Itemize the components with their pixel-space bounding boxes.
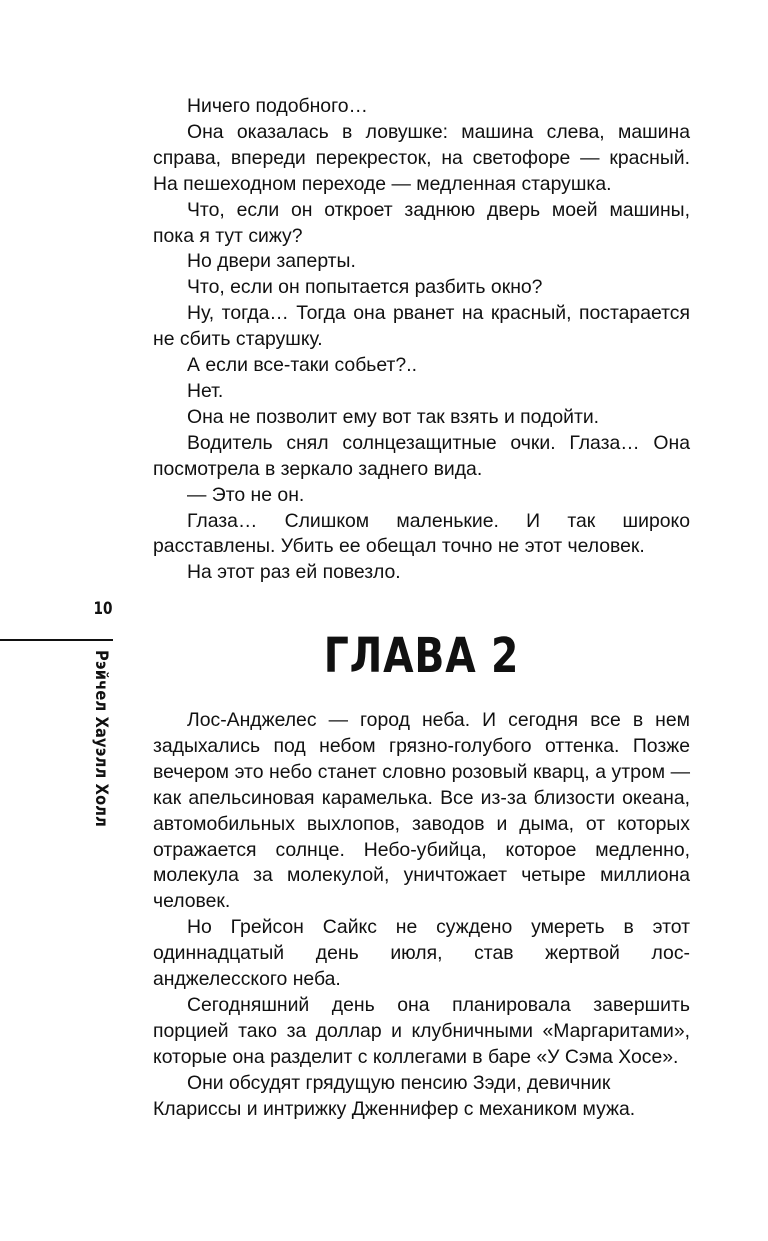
paragraph: На этот раз ей повезло. <box>187 561 401 584</box>
paragraph: Сегодняшний день она планировала завершить порцией тако за доллар и клубничными «Маргаритами», которые она разделит с коллегами в баре «У Сэма Хосе». <box>153 993 690 1068</box>
text-block-top <box>153 94 690 586</box>
text-block-chapter <box>153 708 690 1123</box>
paragraph: А если все-таки собьет?.. <box>187 354 417 377</box>
page-number: 10 <box>93 599 113 619</box>
paragraph: Ничего подобного… <box>187 95 368 117</box>
paragraph: Лос-Анджелес — город неба. И сегодня все в нем задыхались под небом грязно-голубого оттенка. Позже вечером это небо станет словно розовый кварц, а утром — как апельсиновая карамелька. Все из-за близости океана, автомобильных выхлопов, заводов и дыма, от которых отражается солнце. Небо-убийца, которое медленно, молекула за молекулой, уничтожает четыре миллиона человек. <box>153 709 690 913</box>
paragraph: Но Грейсон Сайкс не суждено умереть в этот одиннадцатый день июля, став жертвой лос-анджелесского неба. <box>153 916 690 991</box>
paragraph: Они обсудят грядущую пенсию Зэди, девичник Клариссы и интрижку Дженнифер с механиком мужа. <box>153 1071 636 1120</box>
paragraph: Она не позволит ему вот так взять и подойти. <box>187 405 600 428</box>
dialogue-line: — Это не он. <box>187 483 305 506</box>
paragraph: Ну, тогда… Тогда она рванет на красный, постарается не сбить старушку. <box>153 302 690 351</box>
paragraph: Водитель снял солнцезащитные очки. Глаза… Она посмотрела в зеркало заднего вида. <box>153 431 690 480</box>
paragraph: Но двери заперты. <box>187 250 356 273</box>
paragraph: Глаза… Слишком маленькие. И так широко расставлены. Убить ее обещал точно не этот человек. <box>153 509 690 558</box>
paragraph: Нет. <box>187 379 224 402</box>
margin-divider <box>0 639 113 641</box>
paragraph: Она оказалась в ловушке: машина слева, машина справа, впереди перекресток, на светофоре — красный. На пешеходном переходе — медленная старушка. <box>153 120 690 195</box>
paragraph: Что, если он попытается разбить окно? <box>187 276 543 299</box>
running-header-author: Рэйчел Хауэлл Холл <box>91 650 111 828</box>
paragraph: Что, если он откроет заднюю дверь моей машины, пока я тут сижу? <box>153 198 690 247</box>
chapter-heading: ГЛАВА 2 <box>323 628 520 684</box>
